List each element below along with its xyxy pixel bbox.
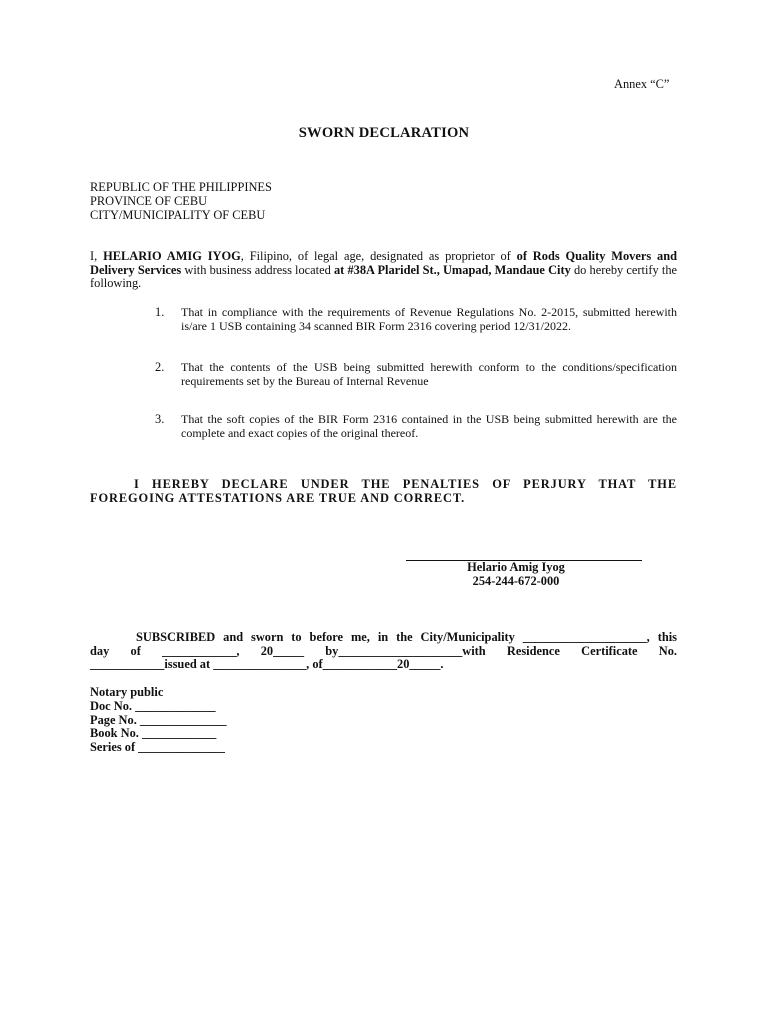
business-address: at #38A Plaridel St., Umapad, Mandaue City — [333, 262, 571, 277]
intro-text: do hereby certify the following. — [90, 262, 678, 291]
annex-label: Annex “C” — [614, 77, 670, 91]
jurat-line-1: SUBSCRIBED and sworn to before me, in the City/Municipality ____________________, this — [136, 630, 677, 644]
signatory-tin: 254-244-672-000 — [472, 574, 560, 588]
jurat-line-3: ____________issued at _______________, of____________20_____. — [90, 657, 444, 672]
list-item-number: 3. — [155, 412, 165, 426]
venue-block — [90, 181, 272, 223]
list-item-number: 1. — [155, 305, 165, 319]
list-item-number: 2. — [155, 360, 165, 374]
list-item — [155, 306, 677, 333]
intro-text: with business address located — [181, 262, 334, 277]
intro-paragraph — [90, 250, 677, 291]
list-item-text: That the contents of the USB being submitted herewith conform to the conditions/specification requirements set by the Bureau of Internal Revenue — [181, 360, 677, 388]
notary-block — [90, 686, 227, 755]
notary-public-label: Notary public — [90, 685, 164, 699]
jurat-block — [90, 631, 677, 672]
book-no-field: Book No. ____________ — [90, 726, 217, 741]
business-name: of Rods Quality Movers and Delivery Services — [90, 249, 677, 277]
list-item-text: That the soft copies of the BIR Form 2316 contained in the USB being submitted herewith are the complete and exact copies of the original thereof. — [181, 412, 677, 440]
venue-country: REPUBLIC OF THE PHILIPPINES — [90, 180, 272, 194]
list-item — [155, 413, 677, 440]
doc-no-field: Doc No. _____________ — [90, 698, 216, 713]
venue-province: PROVINCE OF CEBU — [90, 194, 208, 208]
declarant-name: HELARIO AMIG IYOG — [103, 249, 241, 263]
signatory-name: Helario Amig Iyog — [467, 560, 565, 574]
series-of-field: Series of ______________ — [90, 740, 225, 755]
list-item-text: That in compliance with the requirements of Revenue Regulations No. 2-2015, submitted herewith is/are 1 USB containing 34 scanned BIR Form 2316 covering period 12/31/2022. — [181, 305, 677, 333]
jurat-line-2: day of ____________, 20_____ by____________________with Residence Certificate No. — [90, 643, 677, 658]
intro-text: , Filipino, of legal age, designated as proprietor of — [240, 249, 517, 263]
venue-city: CITY/MUNICIPALITY OF CEBU — [90, 208, 266, 222]
list-item — [155, 361, 677, 388]
page-no-field: Page No. ______________ — [90, 712, 227, 727]
intro-text: I, — [90, 249, 104, 263]
perjury-declaration: I HEREBY DECLARE UNDER THE PENALTIES OF PERJURY THAT THE FOREGOING ATTESTATIONS ARE TRUE AND CORRECT. — [90, 477, 677, 505]
document-title: SWORN DECLARATION — [298, 125, 470, 141]
